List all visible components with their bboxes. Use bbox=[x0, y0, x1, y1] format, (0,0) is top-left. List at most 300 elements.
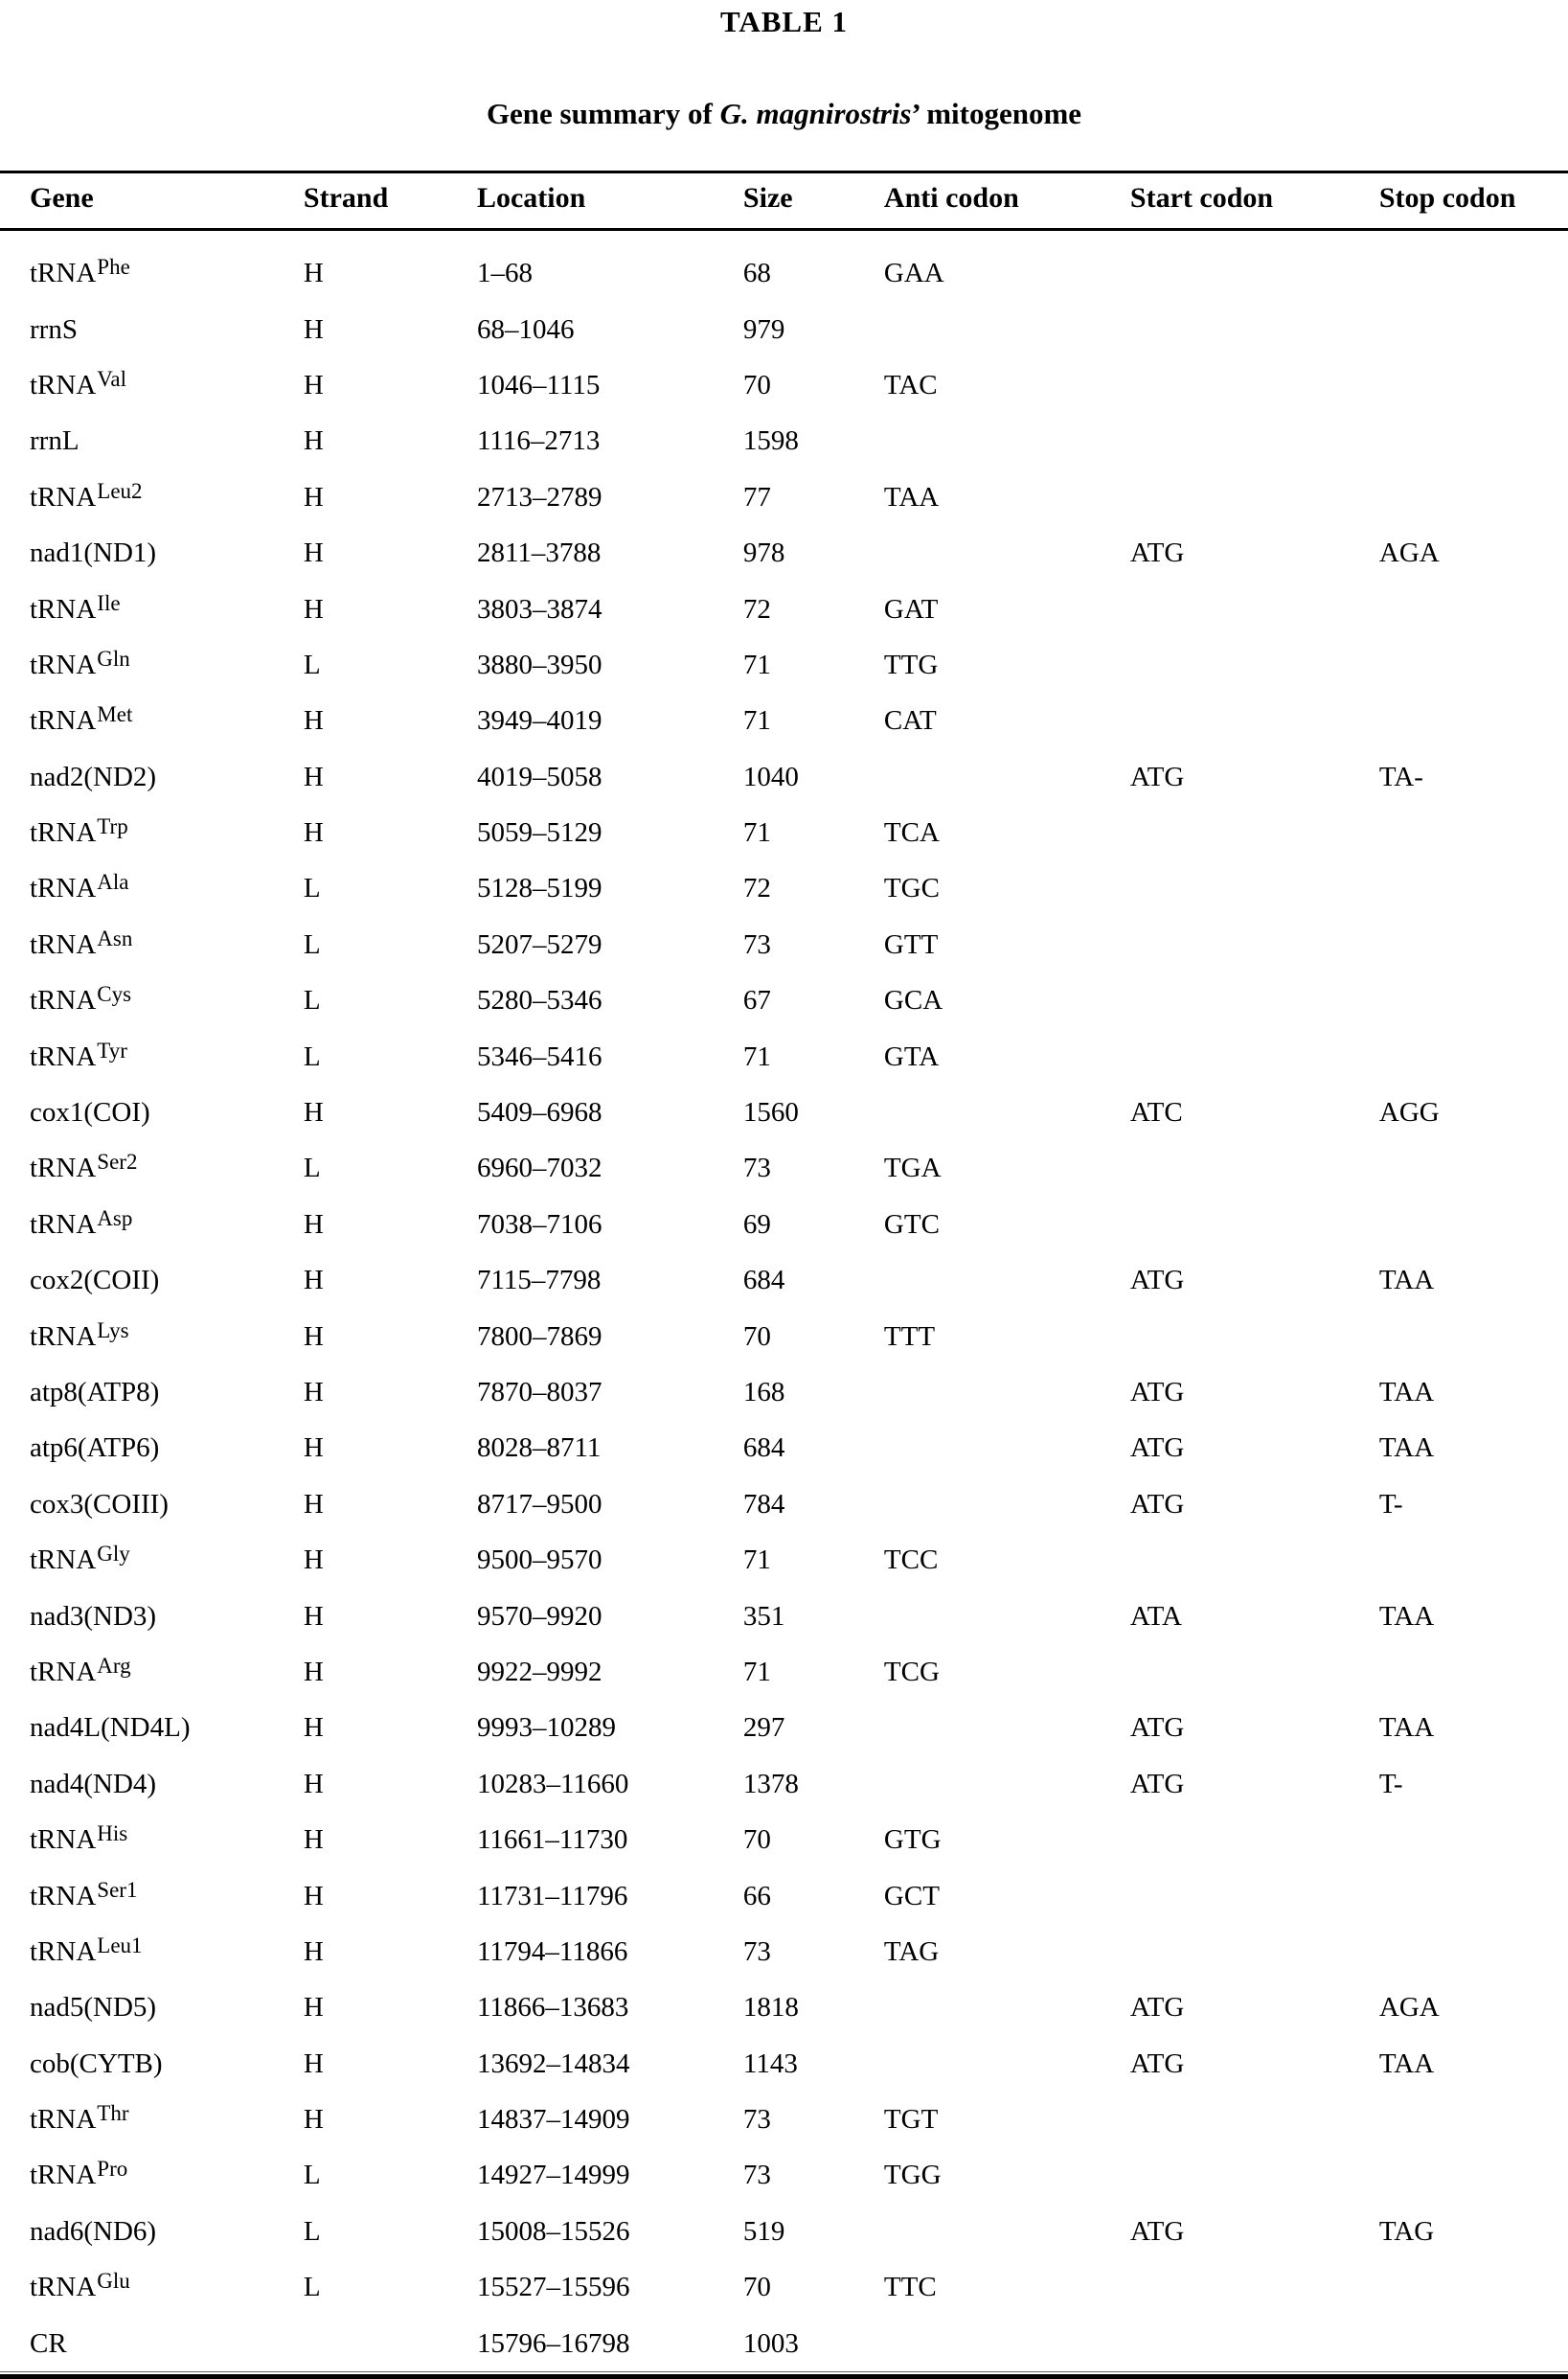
start-codon-cell: ATG bbox=[1129, 1488, 1185, 1520]
stop-codon-cell: T- bbox=[1378, 1488, 1403, 1520]
location-cell: 5280–5346 bbox=[476, 985, 602, 1017]
location-cell: 7800–7869 bbox=[476, 1320, 602, 1352]
table-row bbox=[0, 1085, 1568, 1140]
start-codon-cell bbox=[1130, 301, 1379, 356]
strand-cell: H bbox=[303, 1377, 324, 1407]
anti-codon-cell bbox=[884, 525, 1130, 581]
location-cell: 3949–4019 bbox=[476, 705, 602, 737]
gene-superscript: Lys bbox=[97, 1317, 129, 1342]
size-cell: 979 bbox=[742, 313, 785, 345]
size-cell: 70 bbox=[742, 369, 771, 400]
anti-codon-cell bbox=[884, 1588, 1130, 1643]
start-codon-cell bbox=[1130, 357, 1379, 413]
gene-superscript: Ser2 bbox=[97, 1150, 138, 1175]
table-row bbox=[0, 1252, 1568, 1308]
gene-cell: tRNA$^{Ile}$ bbox=[30, 590, 121, 625]
location-cell: 2713–2789 bbox=[476, 481, 602, 513]
size-cell: 71 bbox=[742, 1656, 771, 1687]
table-row bbox=[0, 357, 1568, 413]
size-cell: 1143 bbox=[742, 2047, 798, 2079]
subtitle-species-name: G. magnirostris bbox=[719, 97, 912, 130]
anti-codon-cell bbox=[884, 413, 1130, 469]
strand-cell: L bbox=[303, 1041, 321, 1072]
strand-cell: L bbox=[303, 985, 321, 1017]
stop-codon-cell: T- bbox=[1378, 1768, 1403, 1799]
table-row bbox=[0, 1924, 1568, 1979]
gene-cell: tRNA$^{Ser1}$ bbox=[30, 1877, 138, 1911]
stop-codon-cell bbox=[1379, 693, 1568, 748]
anti-codon-cell: GTG bbox=[883, 1824, 942, 1856]
gene-superscript: His bbox=[97, 1821, 128, 1846]
gene-cell: tRNA$^{Trp}$ bbox=[30, 814, 128, 849]
start-codon-cell bbox=[1130, 805, 1379, 860]
location-cell: 1116–2713 bbox=[476, 425, 601, 457]
stop-codon-cell bbox=[1379, 1140, 1568, 1196]
strand-cell: L bbox=[303, 2215, 321, 2247]
gene-superscript: Asp bbox=[97, 1205, 133, 1230]
gene-cell: tRNA$^{Gln}$ bbox=[30, 646, 130, 680]
strand-cell: H bbox=[303, 369, 324, 400]
table-row bbox=[0, 1756, 1568, 1812]
table-row bbox=[0, 1364, 1568, 1420]
location-cell: 2811–3788 bbox=[476, 538, 602, 569]
stop-codon-cell bbox=[1379, 2315, 1568, 2370]
stop-codon-cell bbox=[1379, 581, 1568, 636]
gene-cell: nad1(ND1) bbox=[30, 538, 157, 569]
location-cell: 1046–1115 bbox=[476, 369, 601, 400]
start-codon-cell bbox=[1130, 1308, 1379, 1363]
stop-codon-cell: AGA bbox=[1378, 1992, 1440, 2024]
stop-codon-cell bbox=[1379, 469, 1568, 525]
size-cell: 519 bbox=[742, 2215, 785, 2247]
location-cell: 3880–3950 bbox=[476, 649, 602, 680]
anti-codon-cell bbox=[884, 1085, 1130, 1140]
start-codon-cell bbox=[1130, 972, 1379, 1028]
table-row bbox=[0, 301, 1568, 356]
column-header-start-codon: Start codon bbox=[1130, 172, 1379, 230]
start-codon-cell: ATG bbox=[1129, 2215, 1185, 2247]
anti-codon-cell: TGG bbox=[883, 2160, 942, 2191]
location-cell: 7115–7798 bbox=[476, 1265, 602, 1296]
strand-cell: H bbox=[303, 258, 324, 289]
gene-cell: tRNA$^{Met}$ bbox=[30, 702, 133, 737]
anti-codon-cell: TGC bbox=[883, 873, 940, 904]
table-row bbox=[0, 917, 1568, 972]
strand-cell: H bbox=[303, 2047, 324, 2079]
gene-superscript: Tyr bbox=[97, 1038, 127, 1063]
strand-cell: L bbox=[303, 928, 321, 960]
gene-cell: cob(CYTB) bbox=[30, 2047, 163, 2079]
gene-cell: tRNA$^{Tyr}$ bbox=[30, 1038, 127, 1072]
anti-codon-cell bbox=[884, 1476, 1130, 1532]
stop-codon-cell: TAA bbox=[1378, 1432, 1435, 1464]
gene-cell: nad2(ND2) bbox=[30, 761, 157, 792]
stop-codon-cell: TAG bbox=[1378, 2215, 1435, 2247]
anti-codon-cell bbox=[884, 2036, 1130, 2092]
gene-superscript: Met bbox=[97, 702, 133, 727]
size-cell: 71 bbox=[742, 649, 771, 680]
stop-codon-cell: TAA bbox=[1378, 1712, 1435, 1744]
start-codon-cell bbox=[1130, 1644, 1379, 1700]
size-cell: 71 bbox=[742, 1041, 771, 1072]
stop-codon-cell bbox=[1379, 1644, 1568, 1700]
anti-codon-cell: CAT bbox=[883, 705, 937, 737]
strand-cell: L bbox=[303, 2272, 321, 2303]
gene-cell: tRNA$^{His}$ bbox=[30, 1821, 128, 1856]
gene-cell: CR bbox=[30, 2327, 67, 2359]
start-codon-cell bbox=[1130, 1028, 1379, 1084]
gene-superscript: Leu2 bbox=[97, 478, 143, 503]
gene-cell: cox3(COIII) bbox=[30, 1488, 169, 1520]
gene-cell: tRNA$^{Ser2}$ bbox=[30, 1150, 138, 1184]
location-cell: 8028–8711 bbox=[476, 1432, 602, 1464]
start-codon-cell: ATG bbox=[1129, 1432, 1185, 1464]
location-cell: 9922–9992 bbox=[476, 1656, 602, 1687]
gene-cell: tRNA$^{Ala}$ bbox=[30, 870, 129, 904]
gene-superscript: Cys bbox=[97, 982, 132, 1007]
size-cell: 1378 bbox=[742, 1768, 799, 1799]
stop-codon-cell bbox=[1379, 1924, 1568, 1979]
start-codon-cell bbox=[1130, 1197, 1379, 1252]
strand-cell: H bbox=[303, 1320, 324, 1352]
table-row bbox=[0, 581, 1568, 636]
table-row bbox=[0, 1197, 1568, 1252]
table-row bbox=[0, 525, 1568, 581]
table-row bbox=[0, 1588, 1568, 1643]
location-cell: 8717–9500 bbox=[476, 1488, 602, 1520]
gene-cell: atp6(ATP6) bbox=[30, 1432, 160, 1464]
stop-codon-cell bbox=[1379, 2147, 1568, 2203]
size-cell: 978 bbox=[742, 538, 785, 569]
start-codon-cell bbox=[1130, 413, 1379, 469]
column-header-stop-codon: Stop codon bbox=[1379, 172, 1568, 230]
gene-cell: atp8(ATP8) bbox=[30, 1377, 160, 1407]
location-cell: 5346–5416 bbox=[476, 1041, 602, 1072]
anti-codon-cell: TTC bbox=[883, 2272, 937, 2303]
table-row bbox=[0, 1979, 1568, 2035]
strand-cell bbox=[304, 2315, 477, 2370]
start-codon-cell bbox=[1130, 1140, 1379, 1196]
anti-codon-cell: TCG bbox=[883, 1656, 940, 1687]
gene-cell: nad3(ND3) bbox=[30, 1600, 157, 1632]
location-cell: 5207–5279 bbox=[476, 928, 602, 960]
anti-codon-cell: GTA bbox=[883, 1041, 940, 1072]
size-cell: 72 bbox=[742, 593, 771, 625]
size-cell: 71 bbox=[742, 817, 771, 849]
size-cell: 684 bbox=[742, 1265, 785, 1296]
table-bottom-rule bbox=[0, 2371, 1568, 2379]
start-codon-cell: ATG bbox=[1129, 761, 1185, 792]
stop-codon-cell: TAA bbox=[1378, 1377, 1435, 1407]
strand-cell: L bbox=[303, 1153, 321, 1184]
size-cell: 73 bbox=[742, 928, 771, 960]
strand-cell: L bbox=[303, 2160, 321, 2191]
table-row bbox=[0, 1644, 1568, 1700]
start-codon-cell bbox=[1130, 2147, 1379, 2203]
strand-cell: H bbox=[303, 1712, 324, 1744]
gene-cell: tRNA$^{Glu}$ bbox=[30, 2269, 130, 2303]
start-codon-cell bbox=[1130, 2315, 1379, 2370]
location-cell: 15796–16798 bbox=[476, 2327, 630, 2359]
size-cell: 1003 bbox=[742, 2327, 799, 2359]
start-codon-cell bbox=[1130, 2092, 1379, 2147]
gene-cell: tRNA$^{Pro}$ bbox=[30, 2157, 128, 2191]
start-codon-cell bbox=[1130, 860, 1379, 916]
strand-cell: H bbox=[303, 1880, 324, 1911]
table-row bbox=[0, 693, 1568, 748]
stop-codon-cell: TAA bbox=[1378, 1600, 1435, 1632]
anti-codon-cell: TAC bbox=[883, 369, 938, 400]
anti-codon-cell: TAA bbox=[883, 481, 940, 513]
gene-cell: tRNA$^{Asp}$ bbox=[30, 1205, 133, 1240]
anti-codon-cell bbox=[884, 1252, 1130, 1308]
gene-superscript: Gln bbox=[97, 646, 130, 671]
size-cell: 297 bbox=[742, 1712, 785, 1744]
start-codon-cell bbox=[1130, 1867, 1379, 1923]
stop-codon-cell bbox=[1379, 805, 1568, 860]
anti-codon-cell: GTC bbox=[883, 1208, 940, 1240]
anti-codon-cell bbox=[884, 2204, 1130, 2259]
location-cell: 68–1046 bbox=[476, 313, 575, 345]
size-cell: 73 bbox=[742, 1935, 771, 1967]
table-row bbox=[0, 1028, 1568, 1084]
table-row bbox=[0, 1812, 1568, 1867]
location-cell: 9500–9570 bbox=[476, 1544, 602, 1576]
gene-superscript: Asn bbox=[97, 926, 133, 950]
table-row bbox=[0, 1867, 1568, 1923]
anti-codon-cell: TAG bbox=[883, 1935, 940, 1967]
location-cell: 5409–6968 bbox=[476, 1097, 602, 1129]
anti-codon-cell: TGA bbox=[883, 1153, 942, 1184]
column-header-anti-codon: Anti codon bbox=[884, 172, 1130, 230]
strand-cell: H bbox=[303, 1935, 324, 1967]
location-cell: 11866–13683 bbox=[476, 1992, 629, 2024]
table-row bbox=[0, 1700, 1568, 1755]
location-cell: 15008–15526 bbox=[476, 2215, 630, 2247]
subtitle-prefix: Gene summary of bbox=[486, 97, 720, 130]
gene-cell: nad6(ND6) bbox=[30, 2215, 157, 2247]
strand-cell: H bbox=[303, 1824, 324, 1856]
table-row bbox=[0, 2315, 1568, 2370]
stop-codon-cell bbox=[1379, 972, 1568, 1028]
anti-codon-cell: TGT bbox=[883, 2104, 939, 2136]
anti-codon-cell bbox=[884, 1420, 1130, 1475]
location-cell: 10283–11660 bbox=[476, 1768, 629, 1799]
gene-cell: cox1(COI) bbox=[30, 1097, 150, 1129]
table-row bbox=[0, 413, 1568, 469]
anti-codon-cell: GTT bbox=[883, 928, 939, 960]
strand-cell: H bbox=[303, 1208, 324, 1240]
start-codon-cell bbox=[1130, 245, 1379, 301]
strand-cell: H bbox=[303, 1432, 324, 1464]
location-cell: 14927–14999 bbox=[476, 2160, 630, 2191]
gene-superscript: Ala bbox=[97, 870, 129, 895]
gene-cell: tRNA$^{Leu2}$ bbox=[30, 478, 143, 513]
location-cell: 11731–11796 bbox=[476, 1880, 628, 1911]
size-cell: 784 bbox=[742, 1488, 785, 1520]
gene-superscript: Trp bbox=[97, 814, 128, 839]
stop-codon-cell bbox=[1379, 2092, 1568, 2147]
table-row bbox=[0, 1476, 1568, 1532]
anti-codon-cell bbox=[884, 301, 1130, 356]
gene-cell: nad4L(ND4L) bbox=[30, 1712, 191, 1744]
strand-cell: H bbox=[303, 425, 324, 457]
strand-cell: H bbox=[303, 1488, 324, 1520]
size-cell: 1040 bbox=[742, 761, 799, 792]
size-cell: 68 bbox=[742, 258, 771, 289]
table-row bbox=[0, 749, 1568, 805]
gene-superscript: Arg bbox=[97, 1653, 131, 1678]
strand-cell: H bbox=[303, 1097, 324, 1129]
location-cell: 11661–11730 bbox=[476, 1824, 628, 1856]
start-codon-cell bbox=[1130, 469, 1379, 525]
gene-superscript: Glu bbox=[97, 2269, 130, 2294]
table-row bbox=[0, 2092, 1568, 2147]
start-codon-cell: ATG bbox=[1129, 1768, 1185, 1799]
stop-codon-cell: TAA bbox=[1378, 2047, 1435, 2079]
spacer-row bbox=[0, 230, 1568, 246]
table-row bbox=[0, 972, 1568, 1028]
location-cell: 3803–3874 bbox=[476, 593, 602, 625]
stop-codon-cell bbox=[1379, 413, 1568, 469]
start-codon-cell bbox=[1130, 1924, 1379, 1979]
anti-codon-cell bbox=[884, 1756, 1130, 1812]
strand-cell: H bbox=[303, 761, 324, 792]
start-codon-cell bbox=[1130, 917, 1379, 972]
strand-cell: H bbox=[303, 1992, 324, 2024]
stop-codon-cell bbox=[1379, 1532, 1568, 1588]
gene-superscript: Pro bbox=[97, 2157, 128, 2182]
size-cell: 168 bbox=[742, 1377, 785, 1407]
size-cell: 70 bbox=[742, 1824, 771, 1856]
start-codon-cell bbox=[1130, 581, 1379, 636]
start-codon-cell: ATG bbox=[1129, 538, 1185, 569]
strand-cell: H bbox=[303, 1265, 324, 1296]
location-cell: 5059–5129 bbox=[476, 817, 602, 849]
size-cell: 66 bbox=[742, 1880, 771, 1911]
table-row bbox=[0, 860, 1568, 916]
stop-codon-cell bbox=[1379, 860, 1568, 916]
table-body bbox=[0, 230, 1568, 2371]
strand-cell: L bbox=[303, 873, 321, 904]
gene-superscript: Phe bbox=[97, 255, 130, 280]
location-cell: 11794–11866 bbox=[476, 1935, 628, 1967]
size-cell: 70 bbox=[742, 1320, 771, 1352]
stop-codon-cell: TAA bbox=[1378, 1265, 1435, 1296]
stop-codon-cell: TA- bbox=[1378, 761, 1423, 792]
table-row bbox=[0, 1420, 1568, 1475]
gene-cell: tRNA$^{Val}$ bbox=[30, 366, 126, 400]
size-cell: 1560 bbox=[742, 1097, 799, 1129]
gene-superscript: Leu1 bbox=[97, 1933, 143, 1957]
table-row bbox=[0, 637, 1568, 693]
size-cell: 351 bbox=[742, 1600, 785, 1632]
gene-cell: tRNA$^{Phe}$ bbox=[30, 255, 130, 289]
gene-superscript: Thr bbox=[97, 2101, 129, 2126]
start-codon-cell: ATG bbox=[1129, 1265, 1185, 1296]
location-cell: 7870–8037 bbox=[476, 1377, 602, 1407]
column-header-gene: Gene bbox=[0, 172, 304, 230]
gene-cell: tRNA$^{Gly}$ bbox=[30, 1542, 130, 1576]
table-subtitle bbox=[0, 95, 1568, 133]
table-row bbox=[0, 1140, 1568, 1196]
column-header-size: Size bbox=[743, 172, 884, 230]
start-codon-cell: ATG bbox=[1129, 1992, 1185, 2024]
table-row bbox=[0, 2036, 1568, 2092]
gene-superscript: Val bbox=[97, 366, 126, 391]
strand-cell: H bbox=[303, 1656, 324, 1687]
anti-codon-cell: TCA bbox=[883, 817, 940, 849]
gene-cell: tRNA$^{Asn}$ bbox=[30, 926, 133, 960]
gene-cell: rrnL bbox=[30, 425, 80, 457]
stop-codon-cell bbox=[1379, 301, 1568, 356]
stop-codon-cell: AGA bbox=[1378, 538, 1440, 569]
anti-codon-cell: TTG bbox=[883, 649, 939, 680]
gene-summary-table bbox=[0, 171, 1568, 2371]
size-cell: 71 bbox=[742, 705, 771, 737]
size-cell: 73 bbox=[742, 2104, 771, 2136]
anti-codon-cell: TTT bbox=[883, 1320, 936, 1352]
table-row bbox=[0, 2147, 1568, 2203]
table-row bbox=[0, 245, 1568, 301]
size-cell: 70 bbox=[742, 2272, 771, 2303]
stop-codon-cell bbox=[1379, 1867, 1568, 1923]
strand-cell: H bbox=[303, 538, 324, 569]
start-codon-cell: ATG bbox=[1129, 1377, 1185, 1407]
size-cell: 72 bbox=[742, 873, 771, 904]
size-cell: 1818 bbox=[742, 1992, 799, 2024]
size-cell: 1598 bbox=[742, 425, 799, 457]
strand-cell: H bbox=[303, 313, 324, 345]
table-row bbox=[0, 805, 1568, 860]
header-row bbox=[0, 172, 1568, 230]
gene-cell: tRNA$^{Leu1}$ bbox=[30, 1933, 143, 1967]
location-cell: 15527–15596 bbox=[476, 2272, 630, 2303]
size-cell: 73 bbox=[742, 2160, 771, 2191]
strand-cell: H bbox=[303, 1544, 324, 1576]
gene-cell: cox2(COII) bbox=[30, 1265, 160, 1296]
strand-cell: L bbox=[303, 649, 321, 680]
stop-codon-cell bbox=[1379, 637, 1568, 693]
anti-codon-cell: GCT bbox=[883, 1880, 940, 1911]
gene-cell: tRNA$^{Arg}$ bbox=[30, 1653, 131, 1687]
start-codon-cell bbox=[1130, 1812, 1379, 1867]
gene-superscript: Gly bbox=[97, 1542, 130, 1567]
strand-cell: H bbox=[303, 817, 324, 849]
size-cell: 67 bbox=[742, 985, 771, 1017]
gene-superscript: Ser1 bbox=[97, 1877, 138, 1902]
size-cell: 73 bbox=[742, 1153, 771, 1184]
anti-codon-cell bbox=[884, 1979, 1130, 2035]
stop-codon-cell: AGG bbox=[1378, 1097, 1440, 1129]
strand-cell: H bbox=[303, 593, 324, 625]
anti-codon-cell bbox=[884, 1364, 1130, 1420]
table-header bbox=[0, 172, 1568, 230]
stop-codon-cell bbox=[1379, 2259, 1568, 2315]
gene-cell: nad5(ND5) bbox=[30, 1992, 157, 2024]
location-cell: 5128–5199 bbox=[476, 873, 602, 904]
table-row bbox=[0, 1532, 1568, 1588]
anti-codon-cell: GAT bbox=[883, 593, 939, 625]
start-codon-cell: ATC bbox=[1129, 1097, 1183, 1129]
location-cell: 13692–14834 bbox=[476, 2047, 630, 2079]
stop-codon-cell bbox=[1379, 357, 1568, 413]
start-codon-cell bbox=[1130, 1532, 1379, 1588]
gene-cell: tRNA$^{Cys}$ bbox=[30, 982, 132, 1017]
gene-superscript: Ile bbox=[97, 590, 121, 615]
anti-codon-cell bbox=[884, 2315, 1130, 2370]
anti-codon-cell bbox=[884, 1700, 1130, 1755]
